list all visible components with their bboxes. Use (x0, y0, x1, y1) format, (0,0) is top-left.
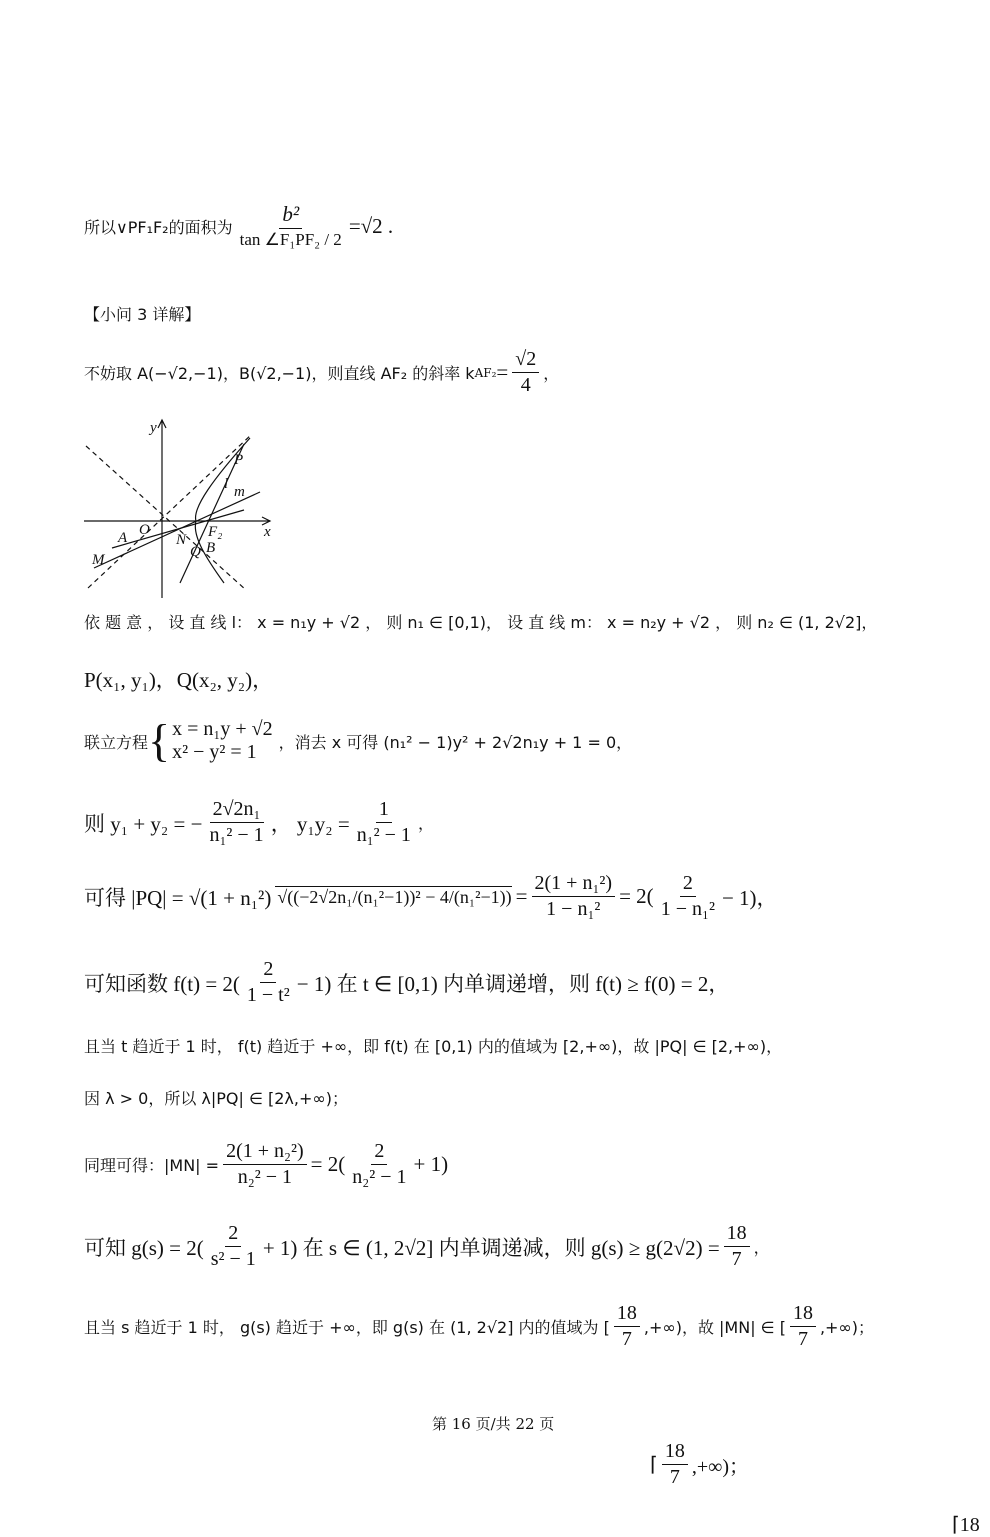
label-b: B (206, 540, 216, 556)
f-monotone-line: 可知函数 f(t) = 2( $\frac{2}{\text{1 − t²}}$ − 1) 在 t ∈ [0,1) 内单调递增，则 f(t) ≥ f(0) = 2， (84, 958, 730, 1006)
equation-system: x = n₁y + √2 x² − y² = 1 (172, 718, 273, 763)
hyperbola-diagram (84, 418, 284, 598)
label-f2: F₂ (208, 524, 223, 540)
g-range-line: 且当 s 趋近于 1 时， g(s) 趋近于 +∞，即 g(s) 在 (1, 2√2] 内的值域为 [ $\frac{18}{7}$ ,+∞)，故 |MN| ∈ [ $\frac{18}{7}$ ,+∞)； (84, 1302, 875, 1350)
label-m-point: M (92, 552, 105, 568)
g-monotone-line: 可知 g(s) = 2( $\frac{2}{\text{s² − 1}}$ + 1) 在 s ∈ (1, 2√2] 内单调递减，则 g(s) ≥ g(2√2) = $\frac{18}{7}$ ， (84, 1222, 770, 1270)
label-x: x (264, 524, 271, 540)
section-heading: 【小问 3 详解】 (84, 305, 201, 324)
mn-length-line: 同理可得：|MN| = $\frac{\text{2(1 + n₂²)}}{\text{n₂² − 1}}$ = 2( $\frac{2}{\text{n₂² − 1}}$ + 1) (84, 1140, 449, 1188)
label-a: A (118, 530, 128, 546)
label-o: O (139, 522, 150, 538)
f-range-line: 且当 t 趋近于 1 时， f(t) 趋近于 +∞，即 f(t) 在 [0,1) 内的值域为 [2,+∞)，故 |PQ| ∈ [2,+∞)， (84, 1037, 783, 1056)
fraction: $\frac{√2}{4}$ (512, 348, 539, 397)
label-q: Q (190, 544, 201, 560)
fraction: $\frac{\text{b²}}{\text{tan ∠F₁PF₂ / 2}}$ (239, 202, 342, 249)
label-p: P (234, 452, 244, 468)
system-line: 联立方程 { x = n₁y + √2 x² − y² = 1 ，消去 x 可得 (n₁² − 1)y² + 2√2n₁y + 1 = 0， (84, 715, 633, 766)
label-n: N (176, 532, 187, 548)
area-line (84, 202, 393, 250)
page-footer: 第 16 页/共 22 页 (432, 1415, 555, 1433)
asymptote-1 (86, 446, 246, 590)
asymptote-2 (88, 434, 252, 588)
slope-line: 不妨取 A(−√2,−1)，B(√2,−1)，则直线 AF₂ 的斜率 k AF₂ = $\frac{√2}{4}$ ， (84, 348, 560, 396)
setup-line: 依 题 意 ， 设 直 线 l： x = n₁y + √2 ， 则 n₁ ∈ [0,1)， 设 直 线 m： x = n₂y + √2 ， 则 n₂ ∈ (1, 2√2]， (84, 613, 878, 632)
pq-length-line: 可得 |PQ| = √(1 + n₁²) √((−2√2n₁/(n₁²−1))² − 4/(n₁²−1)) = $\frac{\text{2(1 + n₁²)}}{\text{1 − n₁²}}$ = 2( $\frac{2}{\text{1 − n₁²}}$ − 1)， (84, 872, 778, 920)
stray-fragment: ⌈ $\frac{18}{7}$ ,+∞)； (650, 1440, 750, 1488)
lambda-line: 因 λ > 0，所以 λ|PQ| ∈ [2λ,+∞)； (84, 1089, 348, 1108)
corner-fragment: ⌈18 (952, 1514, 980, 1536)
points-line: P(x₁, y₁)，Q(x₂, y₂)， (84, 668, 274, 692)
label-y: y (150, 420, 157, 436)
vieta-line: 则 y₁ + y₂ = − $\frac{\text{2√2n₁}}{\text{n₁² − 1}}$ ， y₁y₂ = $\frac{1}{\text{n₁² − 1}}$ ， (84, 798, 434, 846)
text: 所以∨PF₁F₂的面积为 (84, 217, 233, 237)
label-l: l (224, 476, 229, 492)
label-m: m (234, 484, 245, 500)
text: =√2 . (348, 213, 394, 238)
